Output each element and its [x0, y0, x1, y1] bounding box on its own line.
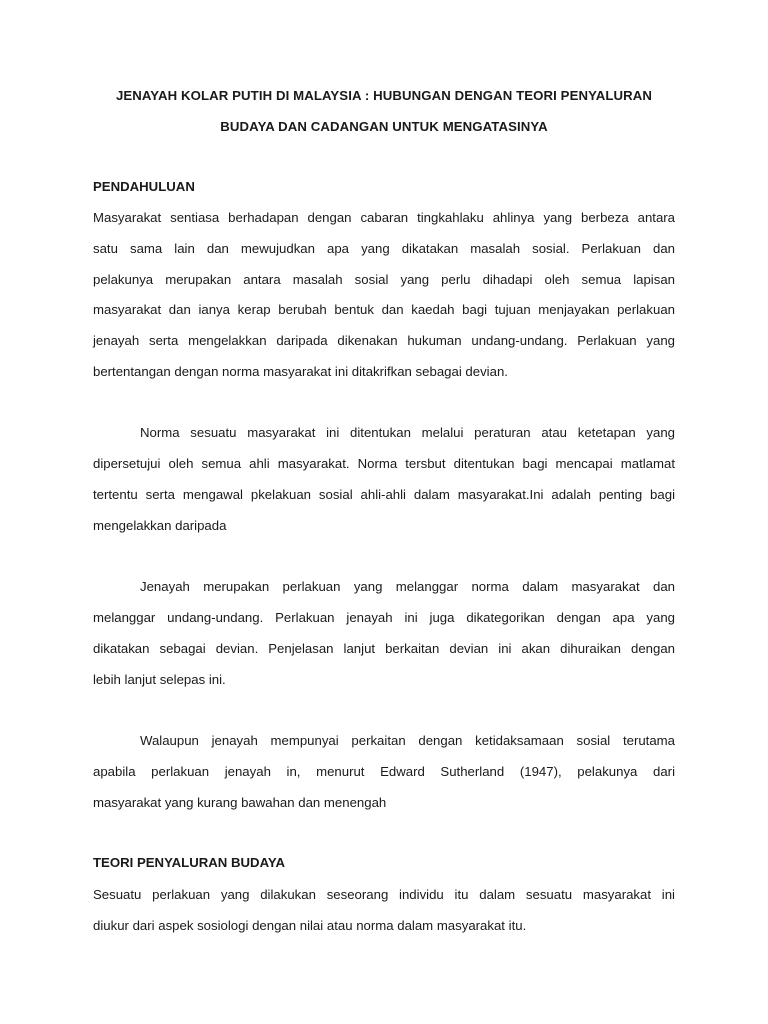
paragraph-line: dipersetujui oleh semua ahli masyarakat. Norma tersbut ditentukan bagi mencapai matlamat	[93, 456, 675, 471]
section-heading-teori-penyaluran-budaya: TEORI PENYALURAN BUDAYA	[93, 855, 285, 870]
paragraph-line: apabila perlakuan jenayah in, menurut Edward Sutherland (1947), pelakunya dari	[93, 764, 675, 779]
paragraph-line: diukur dari aspek sosiologi dengan nilai atau norma dalam masyarakat itu.	[93, 918, 527, 933]
paragraph-line: mengelakkan daripada	[93, 518, 227, 533]
paragraph-line: masyarakat yang kurang bawahan dan menengah	[93, 795, 387, 810]
paragraph-line: Sesuatu perlakuan yang dilakukan seseorang individu itu dalam sesuatu masyarakat ini	[93, 887, 675, 902]
document-title-line-2: BUDAYA DAN CADANGAN UNTUK MENGATASINYA	[220, 119, 548, 134]
document-title-line-1: JENAYAH KOLAR PUTIH DI MALAYSIA : HUBUNGAN DENGAN TEORI PENYALURAN	[115, 88, 653, 103]
paragraph-line: melanggar undang-undang. Perlakuan jenayah ini juga dikategorikan dengan apa yang	[93, 610, 675, 625]
paragraph-line: Walaupun jenayah mempunyai perkaitan dengan ketidaksamaan sosial terutama	[140, 733, 675, 748]
paragraph-line: masyarakat dan ianya kerap berubah bentuk dan kaedah bagi tujuan menjayakan perlakuan	[93, 302, 675, 317]
paragraph-line: pelakunya merupakan antara masalah sosial yang perlu dihadapi oleh semua lapisan	[93, 272, 675, 287]
paragraph-line: dikatakan sebagai devian. Penjelasan lanjut berkaitan devian ini akan dihuraikan dengan	[93, 641, 675, 656]
paragraph-line: lebih lanjut selepas ini.	[93, 672, 226, 687]
paragraph-line: Norma sesuatu masyarakat ini ditentukan melalui peraturan atau ketetapan yang	[140, 425, 675, 440]
paragraph-line: bertentangan dengan norma masyarakat ini ditakrifkan sebagai devian.	[93, 364, 508, 379]
paragraph-line: satu sama lain dan mewujudkan apa yang dikatakan masalah sosial. Perlakuan dan	[93, 241, 675, 256]
section-heading-pendahuluan: PENDAHULUAN	[93, 179, 195, 194]
paragraph-line: Masyarakat sentiasa berhadapan dengan cabaran tingkahlaku ahlinya yang berbeza antara	[93, 210, 675, 225]
paragraph-line: jenayah serta mengelakkan daripada dikenakan hukuman undang-undang. Perlakuan yang	[93, 333, 675, 348]
paragraph-line: tertentu serta mengawal pkelakuan sosial ahli-ahli dalam masyarakat.Ini adalah penting bagi	[93, 487, 675, 502]
paragraph-line: Jenayah merupakan perlakuan yang melanggar norma dalam masyarakat dan	[140, 579, 675, 594]
